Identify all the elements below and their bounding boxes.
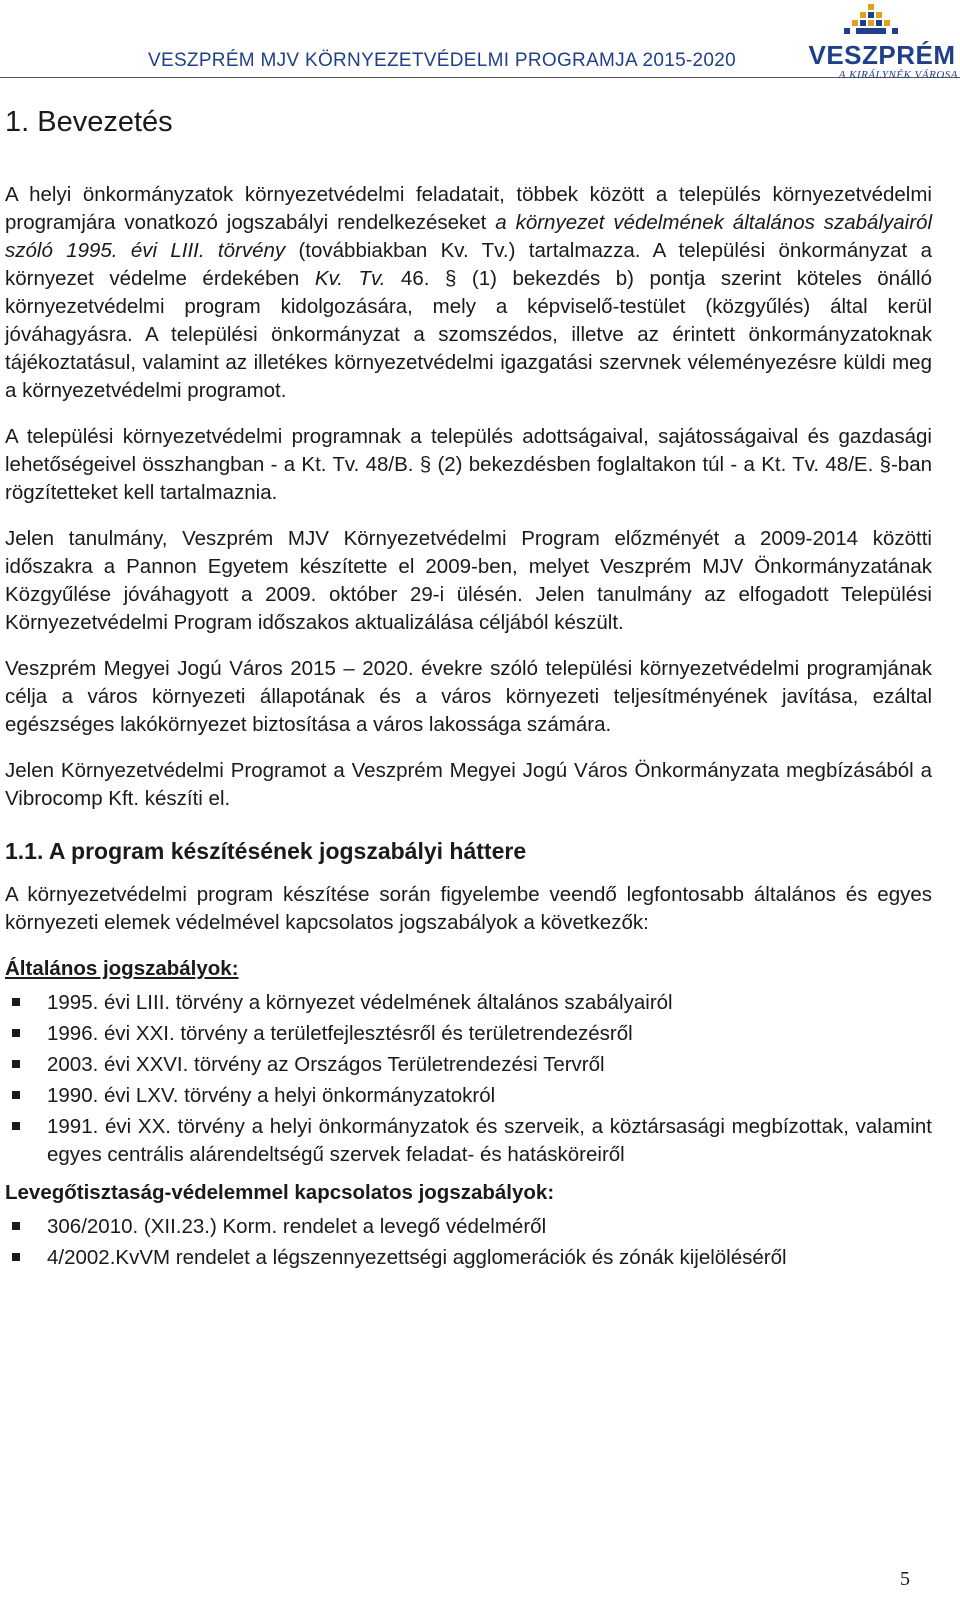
list-item: 306/2010. (XII.23.) Korm. rendelet a levegő védelméről <box>5 1213 932 1241</box>
air-laws-title: Levegőtisztaság-védelemmel kapcsolatos jogszabályok: <box>5 1181 555 1204</box>
paragraph: Jelen tanulmány, Veszprém MJV Környezetvédelmi Program előzményét a 2009-2014 közötti időszakra a Pannon Egyetem készítette el 2009-ben, melyet Veszprém MJV Önkormányzatának Közgyűlése jóváhagyott a 2009. október 29-i ülésén. Jelen tanulmány az elfogadott Települési Környezetvédelmi Program időszakos aktualizálása céljából készült. <box>5 527 932 634</box>
law-reference: a környezet védelmének általános szabályairól szóló 1995. évi LIII. törvény <box>5 211 932 262</box>
list-item: 4/2002.KvVM rendelet a légszennyezettségi agglomerációk és zónák kijelöléséről <box>5 1244 932 1272</box>
page-header <box>0 0 960 86</box>
square-bullet-icon <box>12 1091 20 1099</box>
general-laws-title: Általános jogszabályok: <box>5 957 239 980</box>
list-item: 1996. évi XXI. törvény a területfejlesztésről és területrendezésről <box>5 1020 932 1048</box>
air-laws-list <box>5 1213 932 1272</box>
veszprem-logo <box>806 2 958 82</box>
square-bullet-icon <box>12 1060 20 1068</box>
paragraph: Jelen Környezetvédelmi Programot a Veszprém Megyei Jogú Város Önkormányzata megbízásából a Vibrocomp Kft. készíti el. <box>5 759 932 810</box>
crown-icon <box>842 2 902 38</box>
paragraph: A települési környezetvédelmi programnak a település adottságaival, sajátosságaival és gazdasági lehetőségeivel összhangban - a Kt. Tv. 48/B. § (2) bekezdésben foglaltakon túl - a Kt. Tv. 48/E. §-ban rögzítetteket kell tartalmaznia. <box>5 425 932 504</box>
general-laws-list <box>5 989 932 1169</box>
square-bullet-icon <box>12 998 20 1006</box>
logo-name: VESZPRÉM <box>808 40 956 70</box>
intro-paragraph <box>5 181 932 405</box>
subsection-heading: 1.1. A program készítésének jogszabályi háttere <box>5 838 527 864</box>
text-run: A helyi önkormányzatok környezetvédelmi feladatait, többek között a település környezetvédelmi programjára vonatkozó jogszabályi rendelkezéseket <box>5 183 932 234</box>
law-abbreviation: Kv. Tv. <box>314 267 386 290</box>
page-number: 5 <box>900 1568 910 1590</box>
list-item: 1995. évi LIII. törvény a környezet védelmének általános szabályairól <box>5 989 932 1017</box>
section-heading: 1. Bevezetés <box>5 106 173 138</box>
paragraph: Veszprém Megyei Jogú Város 2015 – 2020. évekre szóló települési környezetvédelmi programjának célja a város környezeti állapotának és a város környezeti teljesítményének javítása, ezáltal egészséges lakókörnyezet biztosítása a város lakossága számára. <box>5 657 932 736</box>
text-run: (továbbiakban Kv. Tv.) tartalmazza. A települési önkormányzat a környezet védelme érdekében <box>5 239 932 290</box>
logo-subtitle: A KIRÁLYNÉK VÁROSA <box>838 69 958 81</box>
list-item: 2003. évi XXVI. törvény az Országos Területrendezési Tervről <box>5 1051 932 1079</box>
header-title: VESZPRÉM MJV KÖRNYEZETVÉDELMI PROGRAMJA 2015-2020 <box>148 50 737 71</box>
list-item: 1991. évi XX. törvény a helyi önkormányzatok és szerveik, a köztársasági megbízottak, valamint egyes centrális alárendeltségű szervek feladat- és hatásköreiről <box>5 1113 932 1169</box>
square-bullet-icon <box>12 1029 20 1037</box>
document-body <box>5 98 932 1282</box>
square-bullet-icon <box>12 1253 20 1261</box>
paragraph: A környezetvédelmi program készítése során figyelembe veendő legfontosabb általános és egyes környezeti elemek védelmével kapcsolatos jogszabályok a következők: <box>5 883 932 934</box>
square-bullet-icon <box>12 1122 20 1130</box>
square-bullet-icon <box>12 1222 20 1230</box>
list-item: 1990. évi LXV. törvény a helyi önkormányzatokról <box>5 1082 932 1110</box>
text-run: 46. § (1) bekezdés b) pontja szerint köteles önálló környezetvédelmi program kidolgozására, mely a képviselő-testület (közgyűlés) által kerül jóváhagyásra. A települési önkormányzat a szomszédos, illetve az érintett önkormányzatoknak tájékoztatásul, valamint az illetékes környezetvédelmi igazgatási szervnek véleményezésre küldi meg a környezetvédelmi programot. <box>5 267 932 402</box>
